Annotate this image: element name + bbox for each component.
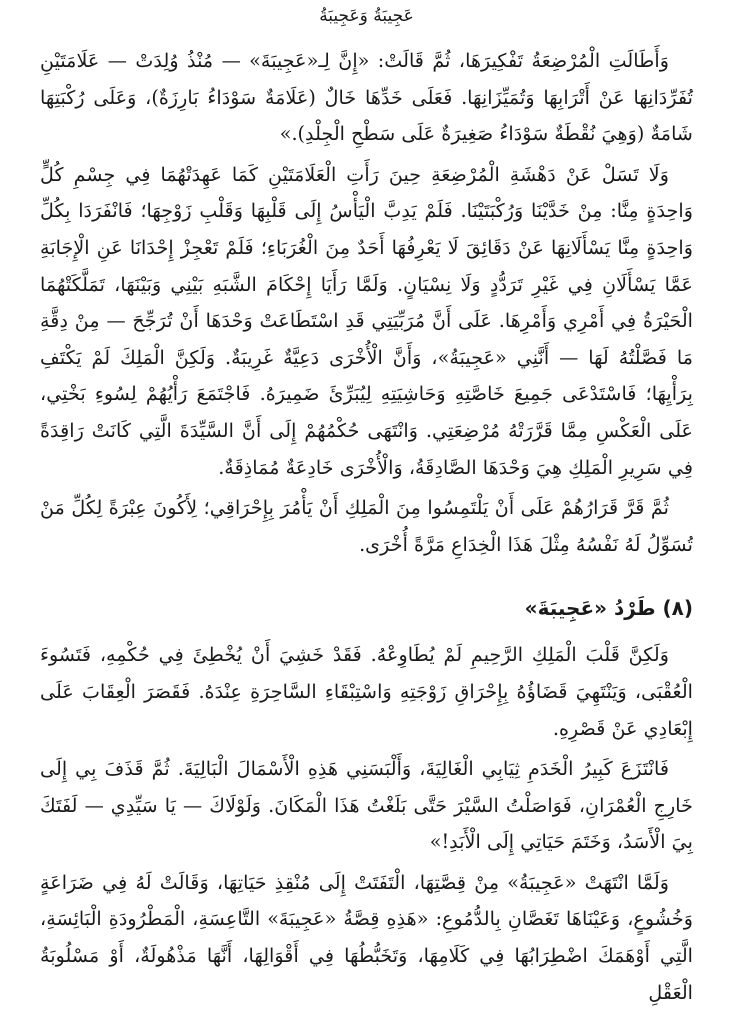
paragraph-king-mercy: وَلَكِنَّ قَلْبَ الْمَلِكِ الرَّحِيمِ لَمْ يُطَاوِعْهُ. فَقَدْ خَشِيَ أَنْ يُخْطِئَ فِي حُكْمِهِ، فَتَسُوءَ الْعُقْبَى، وَيَنْتَهِيَ قَضَاؤُهُ بِإِحْرَاقِ زَوْجَتِهِ وَاسْتِبْقَاءِ السَّاحِرَةِ عِنْدَهُ. فَقَصَرَ الْعِقَابَ عَلَى إِبْعَادِي عَنْ قَصْرِهِ. [40,643,693,740]
paragraph-birthmarks: وَأَطَالَتِ الْمُرْضِعَةُ تَفْكِيرَهَا، ثُمَّ قَالَتْ: «إِنَّ لِـ«عَجِيبَةَ» — مُنْذُ وُلِدَتْ — عَلَامَتَيْنِ تُفَرِّدَانِهَا عَنْ أَتْرَابِهَا وَتُمَيِّزَانِهَا. فَعَلَى خَدِّهَا خَالٌ (عَلَامَةٌ سَوْدَاءُ بَارِزَةٌ)، وَعَلَى رُكْبَتِهَا شَامَةٌ (وَهِيَ نُقْطَةٌ سَوْدَاءُ صَغِيرَةٌ عَلَى سَطْحِ الْجِلْدِ).» [40,49,693,146]
book-page [40,0,693,1011]
paragraph-expulsion: فَانْتَزَعَ كَبِيرُ الْخَدَمِ ثِيَابِي الْغَالِيَةَ، وَأَلْبَسَنِي هَذِهِ الْأَسْمَالَ الْبَالِيَةَ. ثُمَّ قَذَفَ بِي إِلَى خَارِجِ الْعُمْرَانِ، فَوَاصَلْتُ السَّيْرَ حَتَّى بَلَغْتُ هَذَا الْمَكَانَ. وَلَوْلَاكَ — يَا سَيِّدِي — لَفَتَكَ بِيَ الْأَسَدُ، وَخَتَمَ حَيَاتِي إِلَى الْأَبَدِ!» [40,757,693,854]
running-header: عَجِيبَةُ وَعَجِيبَةُ [319,6,414,26]
section-heading: (٨) طَرْدُ «عَجِيبَةَ» [524,596,693,621]
paragraph-burning-verdict: ثُمَّ قَرَّ قَرَارُهُمْ عَلَى أَنْ يَلْتَمِسُوا مِنَ الْمَلِكِ أَنْ يَأْمُرَ بِإِحْرَاقِي؛ لِأَكُونَ عِبْرَةً لِكُلِّ مَنْ تُسَوِّلُ لَهُ نَفْسُهُ مِثْلَ هَذَا الْخِدَاعِ مَرَّةً أُخْرَى. [40,496,693,556]
paragraph-story-ending: وَلَمَّا انْتَهَتْ «عَجِيبَةُ» مِنْ قِصَّتِهَا، الْتَفَتَتْ إِلَى مُنْقِذِ حَيَاتِهَا، وَقَالَتْ لَهُ فِي ضَرَاعَةٍ وَخُشُوعٍ، وَعَيْنَاهَا تَغَصَّانِ بِالدُّمُوعِ: «هَذِهِ قِصَّةُ «عَجِيبَةَ» التَّاعِسَةِ، الْمَطْرُودَةِ الْبَائِسَةِ، الَّتِي أَوْهَمَكَ اضْطِرَابُهَا فِي كَلَامِهَا، وَتَخَبُّطُهَا فِي أَقْوَالِهَا، أَنَّهَا مَذْهُولَةٌ، أَوْ مَسْلُوبَةُ الْعَقْلِ [40,870,693,1004]
paragraph-nurse-astonishment: وَلَا تَسَلْ عَنْ دَهْشَةِ الْمُرْضِعَةِ حِينَ رَأَتِ الْعَلَامَتَيْنِ كَمَا عَهِدَتْهُمَا فِي جِسْمِ كُلٍّ وَاحِدَةٍ مِنَّا: مِنْ خَدَّيْنَا وَرُكْبَتَيْنَا. فَلَمْ يَدِبَّ الْيَأْسُ إِلَى قَلْبِهَا وَقَلْبِ زَوْجِهَا؛ فَانْفَرَدَا بِكُلِّ وَاحِدَةٍ مِنَّا يَسْأَلَانِهَا عَنْ دَقَائِقَ لَا يَعْرِفُهَا أَحَدٌ مِنَ الْغُرَبَاءِ؛ فَلَمْ تَعْجِزْ إِحْدَانَا عَنِ الْإِجَابَةِ عَمَّا يَسْأَلَانِ فِي غَيْرِ تَرَدُّدٍ وَلَا نِسْيَانٍ. وَلَمَّا رَأَيَا إِحْكَامَ الشَّبَهِ بَيْنِي وَبَيْنَهَا، تَمَلَّكَتْهُمَا الْحَيْرَةُ فِي أَمْرِي وَأَمْرِهَا. عَلَى أَنَّ مُرَبِّيَتِي قَدِ اسْتَطَاعَتْ وَحْدَهَا أَنْ تُرَجِّحَ — مِنْ دِقَّةِ مَا فَصَّلْتُهُ لَهَا — أَنَّنِي «عَجِيبَةُ»، وَأَنَّ الْأُخْرَى دَعِيَّةٌ غَرِيبَةٌ. وَلَكِنَّ الْمَلِكَ لَمْ يَكْتَفِ بِرَأْيِهَا؛ فَاسْتَدْعَى جَمِيعَ خَاصَّتِهِ وَحَاشِيَتِهِ لِيُبَرِّئَ ضَمِيرَهُ. فَاجْتَمَعَ رَأْيُهُمْ لِسُوءِ بَخْتِي، عَلَى الْعَكْسِ مِمَّا قَرَّرَتْهُ مُرْضِعَتِي. وَانْتَهَى حُكْمُهُمْ إِلَى أَنَّ السَّيِّدَةَ الَّتِي كَانَتْ رَاقِدَةً فِي سَرِيرِ الْمَلِكِ هِيَ وَحْدَهَا الصَّادِقَةُ، وَالْأُخْرَى خَادِعَةٌ مُمَاذِقَةٌ. [40,162,693,479]
